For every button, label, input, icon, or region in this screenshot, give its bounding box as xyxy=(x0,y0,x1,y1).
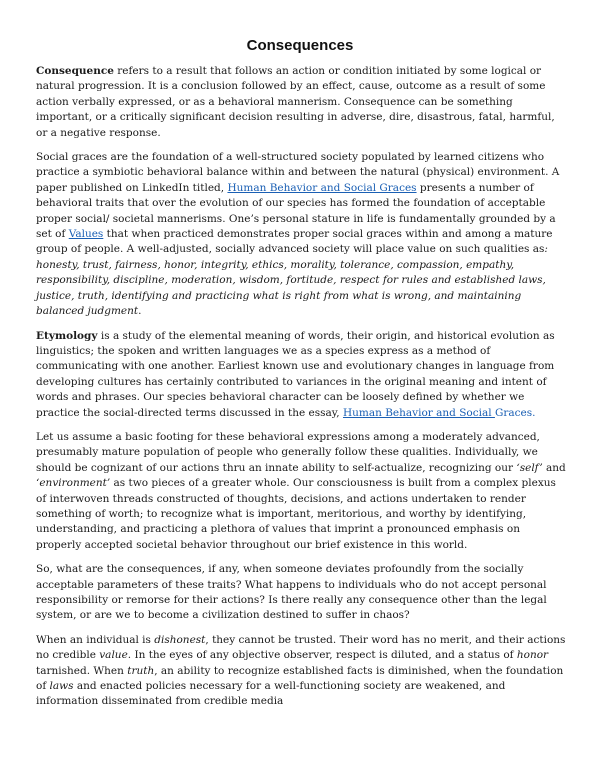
paragraph-etymology: Etymology is a study of the elemental meaning of words, their origin, and historical evolution as linguistics; the spoken and written languages we as a species express as a method of communicating with one another. Earliest known use and evolutionary changes in language from developing cultures has certainly contributed to variances in the original meaning and intent of words and phrases. Our species behavioral character can be loosely defined by whether we practice the social-directed terms discussed in the essay, Human Behavior and Social Graces. xyxy=(36,329,555,419)
paragraph-basic-footing: Let us assume a basic footing for these behavioral expressions among a moderately advanced, presumably mature population of people who generally follow these qualities. Individually, we should be cognizant of our actions thru an innate ability to self-actualize, recognizing our ‘self’ and ‘environment’ as two pieces of a greater whole. Our consciousness is built from a complex plexus of interwoven threads constructed of thoughts, decisions, and actions undertaken to render something of worth; to recognize what is important, meritorious, and worthy by identifying, understanding, and practicing a plethora of values that imprint a pronounced emphasis on properly accepted societal behavior throughout our brief existence in this world. xyxy=(36,430,566,551)
link-human-behavior[interactable]: Human Behavior and Social Graces xyxy=(227,181,417,194)
term-etymology: Etymology xyxy=(36,329,98,342)
laws-term: laws xyxy=(49,680,74,693)
qualities-list: : honesty, trust, fairness, honor, integrity, ethics, morality, tolerance, compassion, empathy, responsibility, discipline, moderation, wisdom, fortitude, respect for rules and established laws, justice, truth, identifying and practicing what is right from what is wrong, and maintaining balanced judgment xyxy=(36,243,548,318)
document-body xyxy=(36,64,568,719)
value-term: value xyxy=(99,649,128,662)
page-title: Consequences xyxy=(246,37,354,54)
link-values[interactable]: Values xyxy=(68,228,104,241)
self-term: ‘self’ xyxy=(516,461,543,474)
paragraph-social-graces: Social graces are the foundation of a well-structured society populated by learned citizens who practice a symbiotic behavioral balance within and between the natural (physical) environment. A paper published on LinkedIn titled, Human Behavior and Social Graces presents a number of behavioral traits that over the evolution of our species has formed the foundation of acceptable proper social/ societal mannerisms. One’s personal stature in life is fundamentally grounded by a set of Values that when practiced demonstrates proper social graces within and among a mature group of people. A well-adjusted, socially advanced society will place value on such qualities as: honesty, trust, fairness, honor, integrity, ethics, morality, tolerance, compassion, empathy, responsibility, discipline, moderation, wisdom, fortitude, respect for rules and established laws, justice, truth, identifying and practicing what is right from what is wrong, and maintaining balanced judgment. xyxy=(36,151,560,318)
link-human-behavior-2[interactable]: Human Behavior and Social xyxy=(342,406,495,419)
term-consequence: Consequence xyxy=(36,65,114,77)
truth-term: truth xyxy=(127,664,155,677)
paragraph-consequences-question: So, what are the consequences, if any, when someone deviates profoundly from the socially acceptable parameters of these traits? What happens to individuals who do not accept personal responsibility or remorse for their actions? Is there really any consequence other than the legal system, or are we to become a civilization destined to suffer in chaos? xyxy=(36,563,547,622)
environment-term: ‘environment’ xyxy=(36,477,111,490)
dishonest-term: dishonest xyxy=(154,633,206,646)
paragraph-consequence: Consequence refers to a result that follows an action or condition initiated by some logical or natural progression. It is a conclusion followed by an effect, cause, outcome as a result of some action verbally expressed, or as a behavioral mannerism. Consequence can be something important, or a critically significant decision resulting in adverse, dire, disastrous, fatal, harmful, or a negative response. xyxy=(36,65,555,139)
link-tail: Graces. xyxy=(494,406,536,419)
honor-term: honor xyxy=(516,649,549,662)
paragraph-dishonest: When an individual is dishonest, they cannot be trusted. Their word has no merit, and their actions no credible value. In the eyes of any objective observer, respect is diluted, and a status of honor tarnished. When truth, an ability to recognize established facts is diminished, when the foundation of laws and enacted policies necessary for a well-functioning society are weakened, and information disseminated from credible media xyxy=(36,633,566,708)
